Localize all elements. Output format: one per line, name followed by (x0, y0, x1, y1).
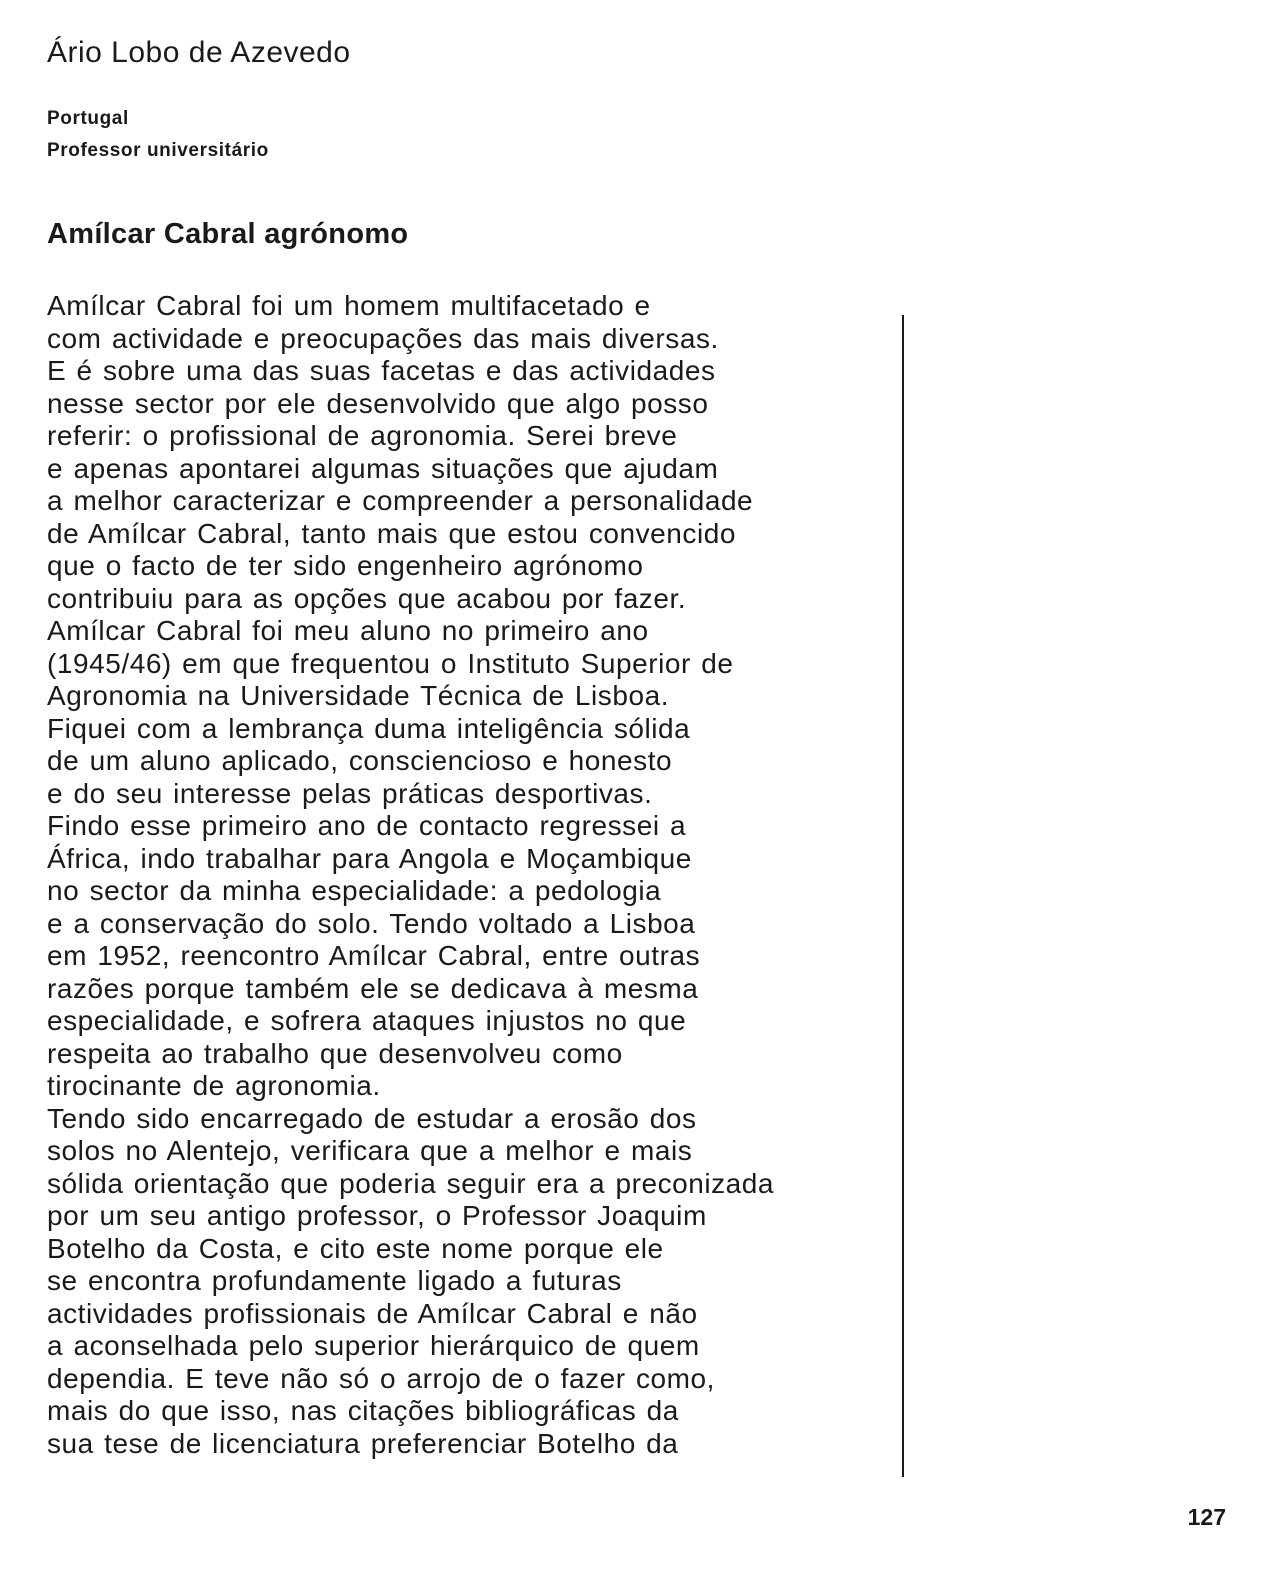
body-line: referir: o profissional de agronomia. Serei breve (47, 420, 678, 451)
body-line: no sector da minha especialidade: a pedologia (47, 875, 662, 906)
body-line: e do seu interesse pelas práticas desportivas. (47, 777, 653, 809)
body-line: Findo esse primeiro ano de contacto regressei a (47, 810, 687, 841)
body-line: razões porque também ele se dedicava à mesma (47, 972, 699, 1004)
body-line: respeita ao trabalho que desenvolveu como (47, 1037, 623, 1069)
body-line: Tendo sido encarregado de estudar a erosão dos (47, 1102, 697, 1134)
body-line: sua tese de licenciatura preferenciar Botelho da (47, 1427, 679, 1459)
body-line: contribuiu para as opções que acabou por fazer. (47, 582, 687, 614)
article-title: Amílcar Cabral agrónomo (47, 218, 409, 250)
body-line: e apenas apontarei algumas situações que ajudam (47, 452, 719, 484)
body-line: especialidade, e sofrera ataques injustos no que (47, 1005, 687, 1036)
body-line: Amílcar Cabral foi um homem multifacetado e (47, 290, 651, 321)
body-line: de um aluno aplicado, consciencioso e honesto (47, 745, 673, 776)
body-line: sólida orientação que poderia seguir era a preconizada (47, 1167, 775, 1199)
author-role: Professor universitário (47, 140, 269, 161)
body-line: Amílcar Cabral foi meu aluno no primeiro ano (47, 615, 649, 646)
body-line: com actividade e preocupações das mais diversas. (47, 322, 719, 354)
body-line: de Amílcar Cabral, tanto mais que estou convencido (47, 517, 736, 549)
author-name: Ário Lobo de Azevedo (47, 36, 351, 69)
page-number: 127 (1187, 1504, 1226, 1530)
body-line: nesse sector por ele desenvolvido que algo posso (47, 387, 709, 419)
author-country: Portugal (47, 108, 129, 129)
body-line: por um seu antigo professor, o Professor Joaquim (47, 1200, 707, 1231)
body-line: (1945/46) em que frequentou o Instituto Superior de (47, 647, 734, 679)
body-line: Agronomia na Universidade Técnica de Lisboa. (47, 680, 670, 711)
body-line: actividades profissionais de Amílcar Cabral e não (47, 1297, 698, 1329)
body-line: tirocinante de agronomia. (47, 1070, 381, 1101)
body-line: que o facto de ter sido engenheiro agrónomo (47, 550, 644, 581)
body-line: Botelho da Costa, e cito este nome porque ele (47, 1232, 664, 1264)
body-line: mais do que isso, nas citações bibliográficas da (47, 1395, 679, 1426)
margin-rule (902, 315, 904, 1477)
body-line: Fiquei com a lembrança duma inteligência sólida (47, 712, 691, 744)
body-line: a melhor caracterizar e compreender a personalidade (47, 485, 754, 516)
body-line: África, indo trabalhar para Angola e Moçambique (47, 842, 692, 874)
article-body (47, 290, 897, 1460)
body-line: solos no Alentejo, verificara que a melhor e mais (47, 1135, 693, 1166)
body-line: dependia. E teve não só o arrojo de o fazer como, (47, 1362, 716, 1394)
body-line: a aconselhada pelo superior hierárquico de quem (47, 1330, 700, 1361)
body-line: E é sobre uma das suas facetas e das actividades (47, 355, 716, 386)
body-line: se encontra profundamente ligado a futuras (47, 1265, 622, 1296)
body-line: e a conservação do solo. Tendo voltado a Lisboa (47, 907, 696, 939)
body-line: em 1952, reencontro Amílcar Cabral, entre outras (47, 940, 701, 971)
